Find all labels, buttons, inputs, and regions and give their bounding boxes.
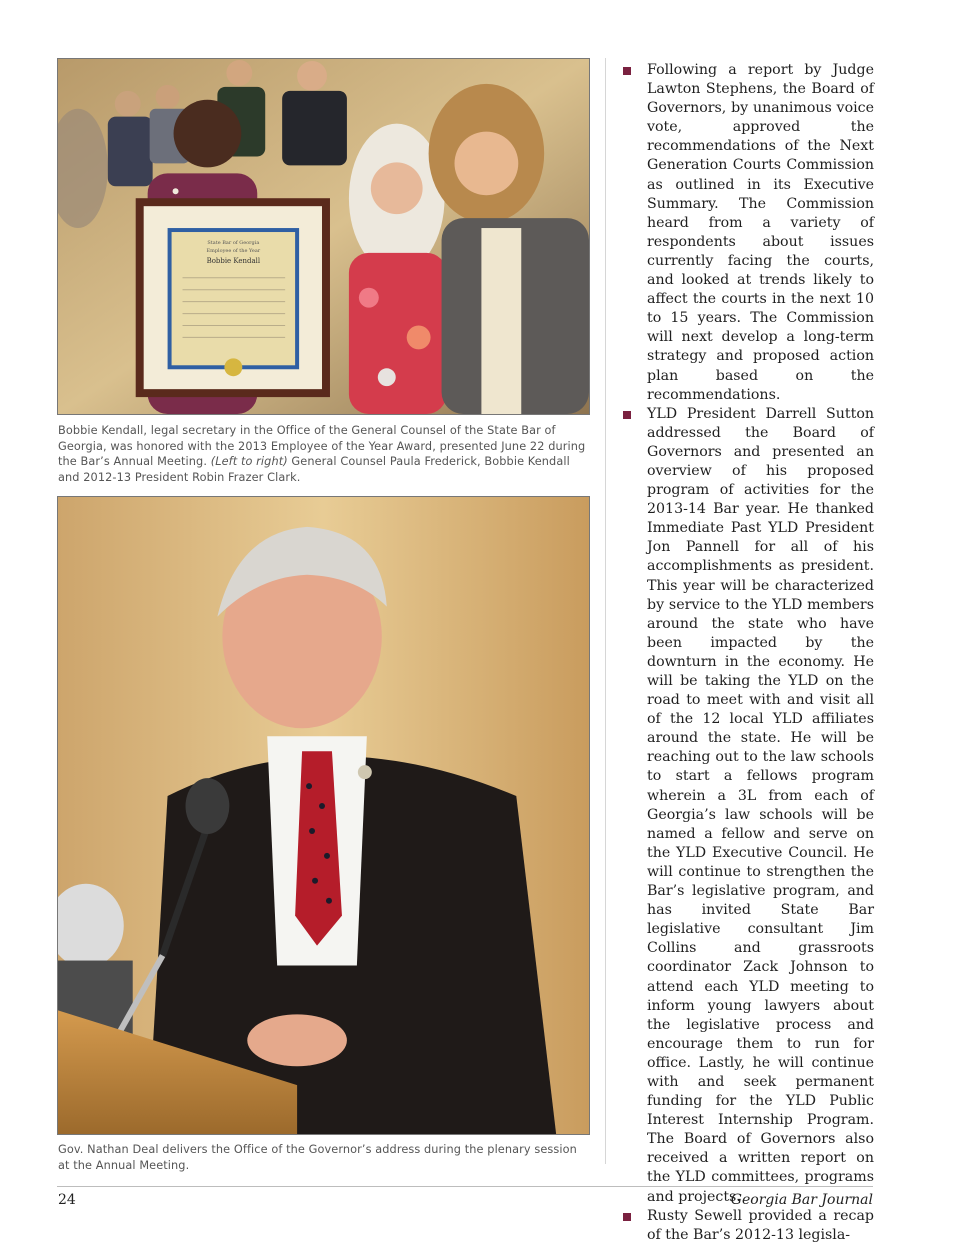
column-divider [605, 58, 606, 1164]
square-bullet-icon [623, 1213, 631, 1221]
award-photo-illustration [58, 59, 589, 414]
award-photo [57, 58, 590, 415]
list-item: Following a report by Judge Lawton Stephens, the Board of Governors, by unanimous voice vote, approved the recommendations of the Next Generation Courts Commission as outlined in its Executive Summary. The Commission heard from a variety of respondents about issues currently facing the courts, and looked at trends likely to affect the courts in the next 10 to 15 years. The Commission will next develop a long-term strategy and proposed action plan based on the recommendations. [622, 61, 874, 405]
footer-rule [57, 1186, 873, 1187]
list-item: Rusty Sewell provided a recap of the Bar’s 2012-13 legisla- [622, 1207, 874, 1245]
page-number: 24 [58, 1192, 76, 1208]
certificate-org: State Bar of Georgia [207, 239, 260, 246]
governor-photo-caption: Gov. Nathan Deal delivers the Office of the Governor’s address during the plenary session at the Annual Meeting. [58, 1143, 577, 1172]
list-item: YLD President Darrell Sutton addressed the Board of Governors and presented an overview of his proposed program of activities for the 2013-14 Bar year. He thanked Immediate Past YLD President Jon Pannell for all of his accomplishments as president. This year will be characterized by service to the YLD members around the state who have been impacted by the downturn in the economy. He will be taking the YLD on the road to meet with and visit all of the 12 local YLD affiliates around the state. He will be reaching out to the law schools to start a fellows program wherein a 3L from each of Georgia’s law schools will be named a fellow and serve on the YLD Executive Council. He will continue to strengthen the Bar’s legislative program, and has invited State Bar legislative consultant Jim Collins and grassroots coordinator Zack Johnson to attend each YLD meeting to inform young lawyers about the legislative process and encourage them to run for office. Lastly, he will continue with and seek permanent funding for the YLD Public Interest Internship Program. The Board of Governors also received a written report on the YLD committees, programs and projects. [622, 405, 874, 1207]
governor-photo-illustration [58, 497, 589, 1134]
certificate-name: Bobbie Kendall [206, 256, 261, 265]
certificate-award: Employee of the Year [206, 247, 261, 254]
article-bullet-list [622, 61, 874, 1245]
governor-photo [57, 496, 590, 1135]
square-bullet-icon [623, 411, 631, 419]
award-photo-caption: Bobbie Kendall, legal secretary in the Office of the General Counsel of the State Bar of Georgia, was honored with the 2013 Employee of the Year Award, presented June 22 during the Bar’s Annual Meeting. (Left to right) General Counsel Paula Frederick, Bobbie Kendall and 2012-13 President Robin Frazer Clark. [58, 424, 586, 484]
journal-title: Georgia Bar Journal [730, 1192, 873, 1208]
square-bullet-icon [623, 67, 631, 75]
